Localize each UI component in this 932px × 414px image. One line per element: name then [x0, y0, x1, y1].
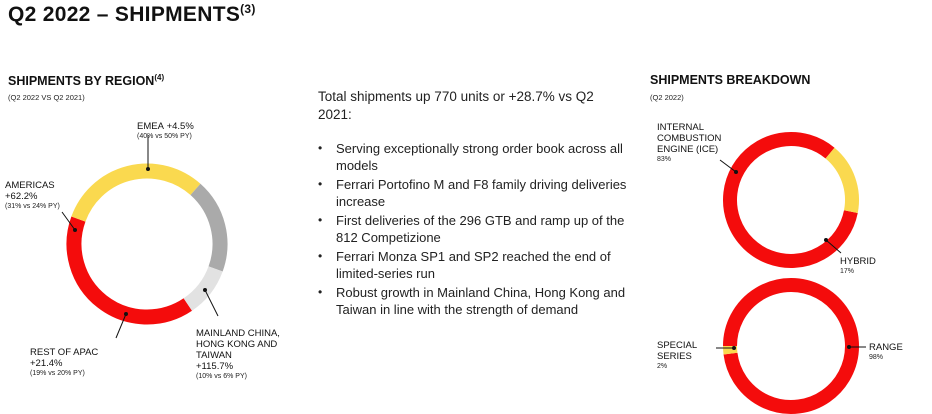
label-mainland-china — [196, 328, 291, 381]
leader-china — [205, 290, 218, 316]
label-special-series — [657, 340, 717, 371]
label-americas-change: +62.2% — [5, 191, 38, 202]
label-ice — [657, 122, 747, 164]
region-slice-rest-of-apac — [195, 189, 220, 269]
leader-emea-dot — [146, 167, 150, 171]
label-apac-name: REST OF APAC — [30, 347, 99, 358]
label-range-value: 98% — [869, 354, 884, 361]
bullet-text: Ferrari Portofino M and F8 family driving deliveries increase — [336, 177, 627, 209]
label-hybrid-name: HYBRID — [840, 256, 876, 267]
label-ice-value: 83% — [657, 156, 672, 163]
region-slice-emea — [74, 219, 188, 317]
bullet-dot: • — [318, 213, 323, 227]
bullet-text: Ferrari Monza SP1 and SP2 reached the end of limited-series run — [336, 249, 611, 281]
label-emea-name: EMEA — [137, 121, 164, 132]
summary-bullet — [318, 248, 633, 282]
label-special-name: SPECIAL SERIES — [657, 340, 697, 362]
label-range — [869, 342, 903, 362]
leader-apac-dot — [124, 312, 128, 316]
breakdown-section-subtitle: (Q2 2022) — [650, 93, 684, 102]
breakdown-section-title: SHIPMENTS BREAKDOWN — [650, 73, 811, 87]
region-title-note: (4) — [154, 73, 165, 82]
summary-bullet — [318, 212, 633, 246]
label-hybrid-value: 17% — [840, 268, 855, 275]
label-china-detail: (10% vs 6% PY) — [196, 373, 247, 380]
powertrain-slice-hybrid — [830, 153, 852, 212]
leader-hybrid-dot — [824, 238, 828, 242]
bullet-dot: • — [318, 285, 323, 299]
bullet-text: First deliveries of the 296 GTB and ramp up of the 812 Competizione — [336, 213, 625, 245]
page-title-note: (3) — [240, 2, 256, 16]
label-americas-detail: (31% vs 24% PY) — [5, 203, 60, 210]
label-china-change: +115.7% — [196, 361, 234, 372]
summary-intro: Total shipments up 770 units or +28.7% vs Q2 2021: — [318, 89, 594, 122]
label-china-name: MAINLAND CHINA, HONG KONG AND TAIWAN — [196, 328, 280, 361]
leader-range-dot — [847, 345, 851, 349]
summary-bullet — [318, 140, 633, 174]
summary-bullet-list — [318, 140, 633, 320]
leader-china-dot — [203, 288, 207, 292]
bullet-dot: • — [318, 249, 323, 263]
label-americas-name: AMERICAS — [5, 180, 55, 191]
label-apac-change: +21.4% — [30, 358, 63, 369]
summary-bullet — [318, 284, 633, 318]
label-range-name: RANGE — [869, 342, 903, 353]
label-emea — [137, 121, 194, 141]
label-emea-detail: (40% vs 50% PY) — [137, 133, 192, 140]
label-hybrid — [840, 256, 876, 276]
label-ice-name: INTERNAL COMBUSTION ENGINE (ICE) — [657, 122, 722, 155]
page-title-text: Q2 2022 – SHIPMENTS — [8, 3, 241, 26]
series-slice-range — [730, 285, 852, 407]
bullet-dot: • — [318, 141, 323, 155]
bullet-text: Serving exceptionally strong order book across all models — [336, 141, 623, 173]
region-title-text: SHIPMENTS BY REGION — [8, 74, 155, 89]
region-slice-mainland-china-hong-kong-and-taiwan — [188, 269, 216, 305]
label-emea-change: +4.5% — [166, 121, 194, 132]
region-section-subtitle: (Q2 2022 VS Q2 2021) — [8, 93, 85, 102]
label-americas — [5, 180, 60, 211]
label-apac-detail: (19% vs 20% PY) — [30, 370, 85, 377]
leader-americas-dot — [73, 228, 77, 232]
label-rest-of-apac — [30, 347, 98, 378]
summary-bullet — [318, 176, 633, 210]
bullet-text: Robust growth in Mainland China, Hong Kong and Taiwan in line with the strength of demand — [336, 285, 626, 317]
leader-special-dot — [732, 346, 736, 350]
region-slice-americas — [78, 171, 195, 219]
bullet-dot: • — [318, 177, 323, 191]
leader-ice-dot — [734, 170, 738, 174]
label-special-value: 2% — [657, 363, 668, 370]
